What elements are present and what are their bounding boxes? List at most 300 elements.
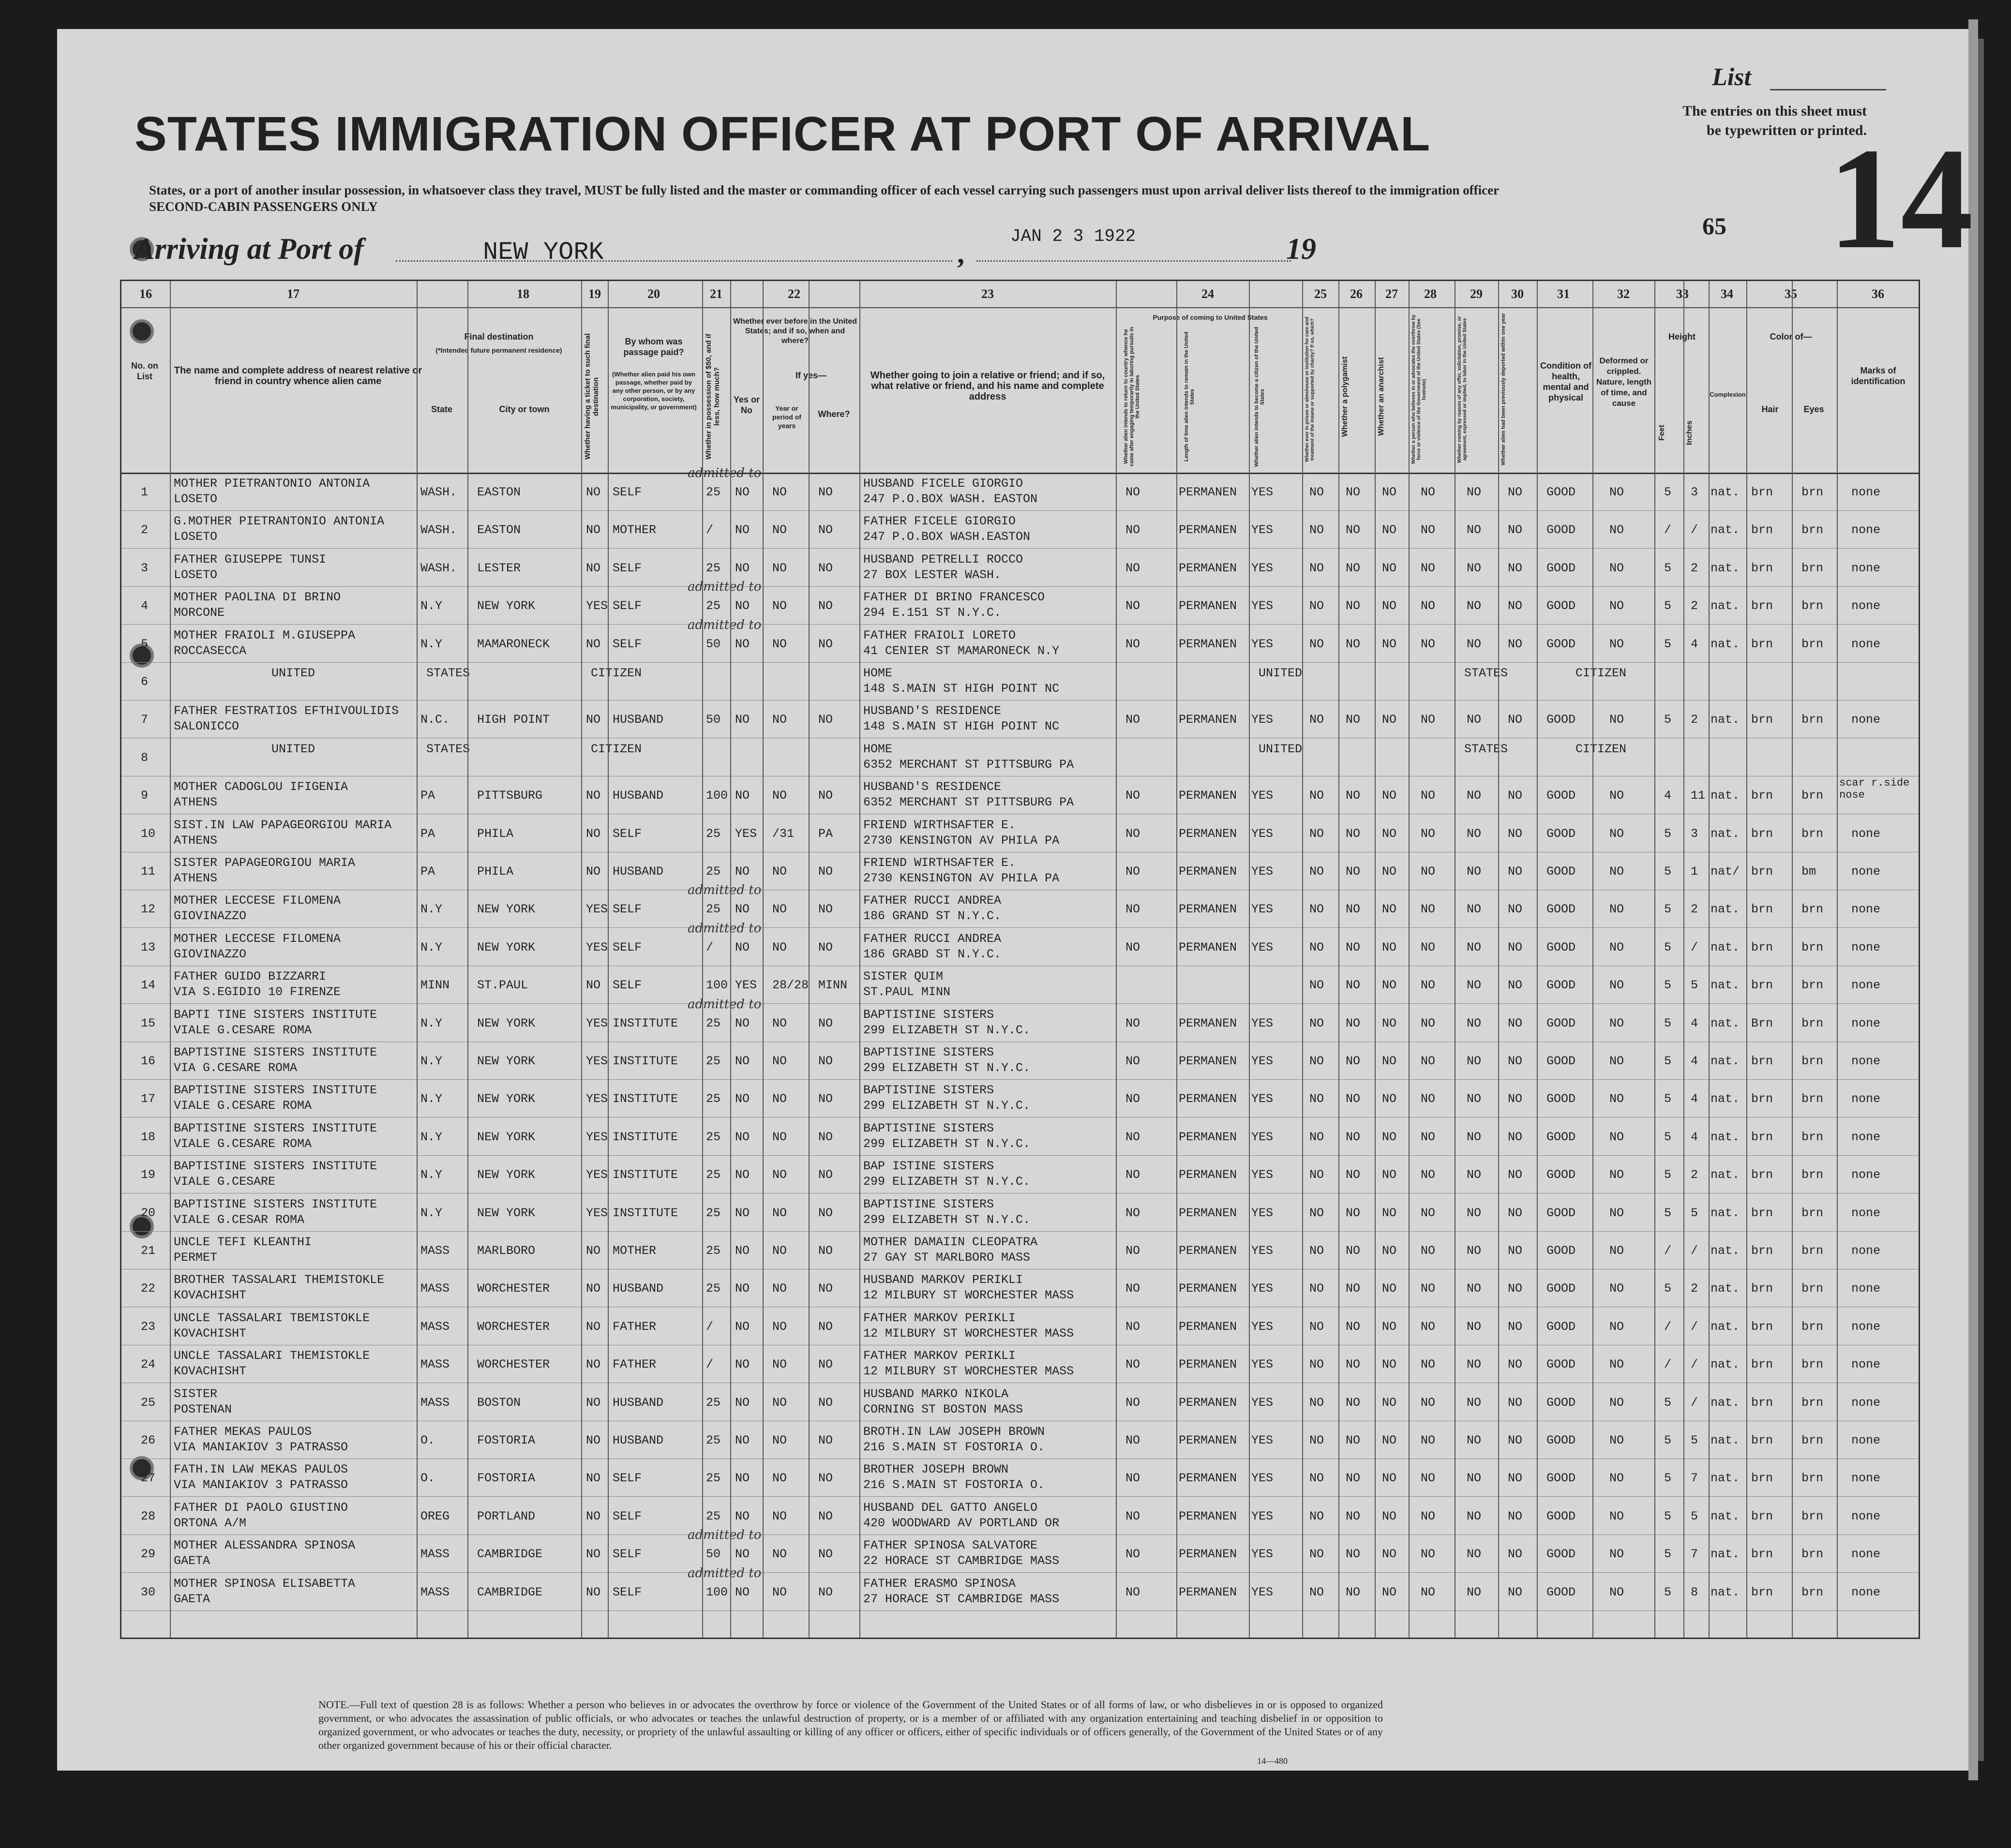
cell-no: 9	[141, 789, 149, 803]
cell-eyes: brn	[1801, 1509, 1824, 1523]
cell-rel1: FATHER DI PAOLO GIUSTINO	[174, 1500, 348, 1515]
cell-deformed: NO	[1609, 561, 1624, 575]
cell-p24c: YES	[1251, 1585, 1274, 1599]
cell-c29: NO	[1467, 1282, 1482, 1296]
cell-p24b: PERMANEN	[1179, 1319, 1237, 1334]
cell-eyes: bm	[1801, 864, 1816, 879]
cell-feet: 5	[1664, 902, 1672, 917]
port-line	[396, 260, 952, 262]
column-rule	[1116, 281, 1117, 1638]
cell-rel1: MOTHER PAOLINA DI BRINO	[174, 590, 341, 605]
cell-c25: NO	[1309, 864, 1324, 879]
cell-c25: NO	[1309, 1357, 1324, 1372]
cell-marks: none	[1851, 599, 1881, 613]
cell-inches: 5	[1691, 1433, 1698, 1447]
cell-health: GOOD	[1546, 1585, 1576, 1599]
table-row	[121, 1528, 1919, 1573]
cell-feet: 5	[1664, 1054, 1672, 1068]
cell-deformed: NO	[1609, 599, 1624, 613]
cell-city: WORCHESTER	[477, 1357, 550, 1372]
cell-city: WORCHESTER	[477, 1319, 550, 1334]
column-rule	[467, 281, 468, 1638]
cell-inches: 11	[1691, 789, 1706, 803]
cell-join2: 41 CENIER ST MAMARONECK N.Y	[863, 643, 1060, 658]
cell-hair: brn	[1751, 1357, 1773, 1372]
cell-health: GOOD	[1546, 1054, 1576, 1068]
header-ever-before: Whether ever before in the United States; and if so, when and where?	[733, 317, 857, 345]
cell-rel2: ROCCASECCA	[174, 643, 247, 658]
cell-c26: NO	[1346, 864, 1361, 879]
cell-state: MASS	[420, 1282, 450, 1296]
cell-city: PITTSBURG	[477, 789, 543, 803]
cell-hair: brn	[1751, 1130, 1773, 1144]
cell-inches: /	[1691, 940, 1698, 954]
cell-join2: 299 ELIZABETH ST N.Y.C.	[863, 1023, 1031, 1037]
cell-ever: NO	[735, 1319, 750, 1334]
cell-money: 50	[706, 1547, 721, 1562]
cell-eyes: brn	[1801, 789, 1824, 803]
cell-money: 25	[706, 485, 721, 499]
cell-health: GOOD	[1546, 789, 1576, 803]
cell-join2: 216 S.MAIN ST FOSTORIA O.	[863, 1478, 1045, 1492]
cell-hair: brn	[1751, 1244, 1773, 1258]
cell-marks: none	[1851, 561, 1881, 575]
cell-complexion: nat.	[1711, 1244, 1740, 1258]
cell-c3: CITIZEN	[591, 742, 642, 756]
cell-c30: NO	[1508, 826, 1523, 841]
cell-feet: 5	[1664, 599, 1672, 613]
cell-years: NO	[772, 1471, 787, 1486]
column-number: 24	[1201, 287, 1214, 301]
cell-c25: NO	[1309, 1168, 1324, 1182]
cell-rel1: FATHER MEKAS PAULOS	[174, 1425, 312, 1439]
cell-c28: NO	[1421, 1206, 1436, 1220]
cell-city: NEW YORK	[477, 940, 536, 954]
cell-money: 100	[706, 1585, 728, 1599]
cell-complexion: nat.	[1711, 1547, 1740, 1562]
cell-rel2: VIA S.EGIDIO 10 FIRENZE	[174, 985, 341, 999]
cell-rel1: SISTER PAPAGEORGIOU MARIA	[174, 856, 356, 870]
cell-marks: none	[1851, 1282, 1881, 1296]
cell-where: NO	[818, 1092, 833, 1106]
cell-c25: NO	[1309, 485, 1324, 499]
table-row	[121, 617, 1919, 663]
cell-rel2: VIALE G.CESARE ROMA	[174, 1099, 312, 1113]
cell-p24c: YES	[1251, 1357, 1274, 1372]
cell-join2: 299 ELIZABETH ST N.Y.C.	[863, 1175, 1031, 1189]
cell-city: PORTLAND	[477, 1509, 536, 1523]
cell-no: 11	[141, 864, 156, 879]
cell-p24b: PERMANEN	[1179, 523, 1237, 537]
cell-p24b: PERMANEN	[1179, 902, 1237, 917]
column-number: 28	[1424, 287, 1437, 301]
cell-years: /31	[772, 826, 795, 841]
cell-p24c: YES	[1251, 789, 1274, 803]
cell-ticket: NO	[586, 826, 601, 841]
cell-p24b: PERMANEN	[1179, 1395, 1237, 1410]
cell-join1: FATHER MARKOV PERIKLI	[863, 1349, 1016, 1363]
cell-ticket: NO	[586, 1282, 601, 1296]
cell-complexion: nat.	[1711, 599, 1740, 613]
cell-p24c: YES	[1251, 1130, 1274, 1144]
cell-p24c: YES	[1251, 1471, 1274, 1486]
cell-p24c: YES	[1251, 826, 1274, 841]
list-line	[1770, 89, 1886, 90]
cell-eyes: brn	[1801, 1092, 1824, 1106]
cell-c28: NO	[1421, 1357, 1436, 1372]
cell-no: 28	[141, 1509, 156, 1523]
cell-join1: FRIEND WIRTHSAFTER E.	[863, 856, 1016, 870]
table-row	[121, 1042, 1919, 1080]
cell-deformed: NO	[1609, 902, 1624, 917]
header-yes-no: Yes or No	[733, 395, 760, 415]
cell-years: NO	[772, 940, 787, 954]
cell-ticket: YES	[586, 1168, 608, 1182]
cell-complexion: nat.	[1711, 1509, 1740, 1523]
cell-c2: STATES	[426, 666, 470, 680]
cell-city: NEW YORK	[477, 1016, 536, 1030]
cell-join1: BAP ISTINE SISTERS	[863, 1159, 994, 1174]
cell-rel2: VIALE G.CESARE	[174, 1175, 276, 1189]
cell-p24b: PERMANEN	[1179, 1471, 1237, 1486]
cell-money: 25	[706, 1206, 721, 1220]
cell-health: GOOD	[1546, 485, 1576, 499]
cell-p24a: NO	[1126, 1585, 1141, 1599]
header-overthrow: Whether a person who believes in or advocates the overthrow by force or violence of the Government of the United States (See footnote)	[1411, 314, 1427, 464]
cell-c25: NO	[1309, 789, 1324, 803]
cell-c27: NO	[1382, 1206, 1397, 1220]
cell-complexion: nat.	[1711, 789, 1740, 803]
table-row	[121, 1565, 1919, 1611]
cell-inches: 4	[1691, 637, 1698, 651]
cell-where: NO	[818, 1547, 833, 1562]
cell-ever: NO	[735, 637, 750, 651]
cell-c30: NO	[1508, 1471, 1523, 1486]
cell-complexion: nat.	[1711, 1282, 1740, 1296]
cell-p24a: NO	[1126, 1471, 1141, 1486]
cell-c27: NO	[1382, 1054, 1397, 1068]
table-row	[121, 1345, 1919, 1383]
cell-complexion: nat.	[1711, 485, 1740, 499]
cell-rel1: BAPTISTINE SISTERS INSTITUTE	[174, 1197, 377, 1211]
cell-ever: NO	[735, 713, 750, 727]
table-row	[121, 776, 1919, 814]
handwritten-annotation: admitted to	[688, 883, 762, 898]
cell-ticket: YES	[586, 1092, 608, 1106]
cell-join1: BAPTISTINE SISTERS	[863, 1197, 994, 1211]
cell-inches: 3	[1691, 826, 1698, 841]
column-rule	[1683, 281, 1684, 1638]
column-rule	[1498, 281, 1499, 1638]
cell-hair: brn	[1751, 523, 1773, 537]
cell-rel1: G.MOTHER PIETRANTONIO ANTONIA	[174, 514, 385, 529]
column-number: 27	[1385, 287, 1398, 301]
cell-p24a: NO	[1126, 561, 1141, 575]
cell-c25: NO	[1309, 1206, 1324, 1220]
cell-money: 25	[706, 561, 721, 575]
cell-c2: STATES	[426, 742, 470, 756]
cell-c27: NO	[1382, 1547, 1397, 1562]
cell-inches: 5	[1691, 1206, 1698, 1220]
cell-inches: 2	[1691, 599, 1698, 613]
cell-years: NO	[772, 599, 787, 613]
cell-rel1: FATHER GIUSEPPE TUNSI	[174, 552, 327, 566]
cell-money: 25	[706, 902, 721, 917]
cell-state: N.Y	[420, 599, 443, 613]
cell-hair: brn	[1751, 1471, 1773, 1486]
cell-c29: NO	[1467, 1168, 1482, 1182]
table-row	[121, 1269, 1919, 1307]
cell-ever: NO	[735, 1282, 750, 1296]
cell-eyes: brn	[1801, 1357, 1824, 1372]
cell-c30: NO	[1508, 1509, 1523, 1523]
port-name: NEW YORK	[483, 238, 604, 267]
cell-p24c: YES	[1251, 713, 1274, 727]
cell-years: NO	[772, 1547, 787, 1562]
cell-ticket: YES	[586, 1016, 608, 1030]
cell-join1: FATHER SPINOSA SALVATORE	[863, 1538, 1038, 1553]
cell-c25: NO	[1309, 1395, 1324, 1410]
cell-rel1: SIST.IN LAW PAPAGEORGIOU MARIA	[174, 818, 392, 832]
cell-city: MAMARONECK	[477, 637, 550, 651]
cell-p24c: YES	[1251, 1092, 1274, 1106]
cell-hair: brn	[1751, 1585, 1773, 1599]
cell-city: CAMBRIDGE	[477, 1585, 543, 1599]
cell-rel2: SALONICCO	[174, 719, 240, 734]
cell-c28: NO	[1421, 1168, 1436, 1182]
cell-p24b: PERMANEN	[1179, 1168, 1237, 1182]
cell-money: 25	[706, 1016, 721, 1030]
cell-join2: 186 GRAND ST N.Y.C.	[863, 909, 1002, 924]
cell-p24a: NO	[1126, 485, 1141, 499]
cell-inches: 8	[1691, 1585, 1698, 1599]
cell-c27: NO	[1382, 1357, 1397, 1372]
cell-feet: 5	[1664, 1092, 1672, 1106]
header-year-period: Year or period of years	[772, 404, 801, 430]
cell-join1: FATHER ERASMO SPINOSA	[863, 1576, 1016, 1591]
cell-health: GOOD	[1546, 523, 1576, 537]
column-rule	[1792, 281, 1793, 1638]
cell-feet: 5	[1664, 1471, 1672, 1486]
cell-c27: NO	[1382, 523, 1397, 537]
column-rule	[1837, 281, 1838, 1638]
cell-hair: brn	[1751, 713, 1773, 727]
cell-eyes: brn	[1801, 485, 1824, 499]
cell-deformed: NO	[1609, 789, 1624, 803]
cell-state: MASS	[420, 1319, 450, 1334]
header-feet: Feet	[1658, 425, 1666, 441]
column-number: 33	[1676, 287, 1689, 301]
footnote: NOTE.—Full text of question 28 is as follows: Whether a person who believes in or advocates the overthrow by force or violence of the Government of the United States or of all forms of law, or who disbelieves in or is opposed to organized government, or who advocates the assassination of public officials, or who advocates or teaches the unlawful destruction of property, or is a member of or affiliated with any organization entertaining and teaching disbelief in or opposition to organized government, or who advocates or teaches the duty, necessity, or propriety of the unlawful assaulting or killing of any officer or officers, either of specific individuals or of officers generally, of the Government of the United States or of any other organized government because of his or their official character.	[318, 1699, 1383, 1751]
cell-paid: HUSBAND	[613, 1395, 664, 1410]
cell-deformed: NO	[1609, 1168, 1624, 1182]
cell-ever: NO	[735, 940, 750, 954]
cell-city: FOSTORIA	[477, 1433, 536, 1447]
cell-state: N.C.	[420, 713, 450, 727]
cell-paid: SELF	[613, 485, 642, 499]
cell-p24c: YES	[1251, 1168, 1274, 1182]
cell-c27: NO	[1382, 637, 1397, 651]
cell-c26: NO	[1346, 485, 1361, 499]
cell-ever: NO	[735, 1206, 750, 1220]
cell-join1: FATHER DI BRINO FRANCESCO	[863, 590, 1045, 605]
cell-p24b: PERMANEN	[1179, 826, 1237, 841]
cell-health: GOOD	[1546, 1319, 1576, 1334]
cell-c28: NO	[1421, 523, 1436, 537]
cell-deformed: NO	[1609, 1206, 1624, 1220]
cell-city: PHILA	[477, 864, 514, 879]
cell-feet: 5	[1664, 561, 1672, 575]
column-rule	[763, 281, 764, 1638]
cell-deformed: NO	[1609, 1282, 1624, 1296]
cell-rel2: VIALE G.CESAR ROMA	[174, 1212, 305, 1227]
cell-no: 22	[141, 1282, 156, 1296]
cell-years: NO	[772, 1357, 787, 1372]
cell-ticket: NO	[586, 523, 601, 537]
cell-state: MASS	[420, 1244, 450, 1258]
manifest-table	[120, 280, 1920, 1639]
cell-c26: NO	[1346, 1130, 1361, 1144]
cell-c28: NO	[1421, 1433, 1436, 1447]
cell-feet: /	[1664, 523, 1672, 537]
cell-marks: none	[1851, 1547, 1881, 1562]
cell-c26: NO	[1346, 789, 1361, 803]
cell-p24b: PERMANEN	[1179, 599, 1237, 613]
cell-rel1: MOTHER LECCESE FILOMENA	[174, 931, 341, 946]
header-polygamist: Whether a polygamist	[1341, 356, 1349, 437]
cell-p24a: NO	[1126, 902, 1141, 917]
cell-join1: FATHER RUCCI ANDREA	[863, 894, 1002, 908]
cell-feet: 5	[1664, 1547, 1672, 1562]
cell-feet: 5	[1664, 1016, 1672, 1030]
cell-c25: NO	[1309, 1585, 1324, 1599]
page-edge-shadow	[1978, 39, 1984, 1761]
cell-join1: FATHER MARKOV PERIKLI	[863, 1311, 1016, 1325]
cell-r1: UNITED	[1259, 742, 1303, 756]
column-rule	[1375, 281, 1376, 1638]
cell-deformed: NO	[1609, 713, 1624, 727]
cell-join2: 27 BOX LESTER WASH.	[863, 567, 1002, 582]
arriving-label: Arriving at Port of	[135, 233, 364, 266]
cell-money: /	[706, 1319, 714, 1334]
cell-hair: brn	[1751, 864, 1773, 879]
cell-marks: none	[1851, 1244, 1881, 1258]
cell-city: NEW YORK	[477, 1206, 536, 1220]
cell-c30: NO	[1508, 1547, 1523, 1562]
cell-years: NO	[772, 485, 787, 499]
column-number: 34	[1721, 287, 1733, 301]
cell-feet: 5	[1664, 485, 1672, 499]
cell-p24c: YES	[1251, 637, 1274, 651]
column-number: 30	[1511, 287, 1524, 301]
cell-c25: NO	[1309, 1319, 1324, 1334]
comma: ,	[957, 238, 964, 269]
cell-inches: 1	[1691, 864, 1698, 879]
date-stamp: JAN 2 3 1922	[1010, 226, 1136, 246]
cell-c25: NO	[1309, 637, 1324, 651]
cell-no: 26	[141, 1433, 156, 1447]
cell-join1: HOME	[863, 742, 893, 756]
cell-c29: NO	[1467, 523, 1482, 537]
cell-no: 3	[141, 561, 149, 575]
cell-ever: NO	[735, 1395, 750, 1410]
cell-money: 25	[706, 1168, 721, 1182]
cell-p24b: PERMANEN	[1179, 1130, 1237, 1144]
cell-inches: 7	[1691, 1471, 1698, 1486]
cell-rel2: VIALE G.CESARE ROMA	[174, 1136, 312, 1151]
cell-eyes: brn	[1801, 637, 1824, 651]
cell-c26: NO	[1346, 599, 1361, 613]
cell-join2: 12 MILBURY ST WORCHESTER MASS	[863, 1364, 1074, 1379]
cell-money: 25	[706, 1130, 721, 1144]
cell-join1: SISTER QUIM	[863, 969, 944, 984]
cell-join1: HUSBAND'S RESIDENCE	[863, 704, 1002, 718]
cell-where: NO	[818, 1244, 833, 1258]
cell-ever: NO	[735, 789, 750, 803]
cell-c29: NO	[1467, 713, 1482, 727]
cell-paid: HUSBAND	[613, 789, 664, 803]
cell-years: NO	[772, 1016, 787, 1030]
cell-eyes: brn	[1801, 1016, 1824, 1030]
cell-c26: NO	[1346, 1054, 1361, 1068]
cell-paid: MOTHER	[613, 523, 657, 537]
list-label: List	[1712, 63, 1751, 91]
handwritten-annotation: admitted to	[688, 997, 762, 1012]
cell-p24c: YES	[1251, 940, 1274, 954]
cell-health: GOOD	[1546, 713, 1576, 727]
cell-c28: NO	[1421, 561, 1436, 575]
cell-health: GOOD	[1546, 1244, 1576, 1258]
column-rule	[170, 281, 171, 1638]
cell-feet: /	[1664, 1244, 1672, 1258]
cell-c26: NO	[1346, 1395, 1361, 1410]
cell-c30: NO	[1508, 523, 1523, 537]
cell-health: GOOD	[1546, 1282, 1576, 1296]
cell-paid: SELF	[613, 1547, 642, 1562]
cell-hair: brn	[1751, 637, 1773, 651]
cell-hair: Brn	[1751, 1016, 1773, 1030]
table-row	[121, 662, 1919, 700]
cell-join2: 22 HORACE ST CAMBRIDGE MASS	[863, 1554, 1060, 1568]
cell-inches: 7	[1691, 1547, 1698, 1562]
cell-c26: NO	[1346, 978, 1361, 993]
cell-c28: NO	[1421, 599, 1436, 613]
cell-where: NO	[818, 902, 833, 917]
cell-where: NO	[818, 864, 833, 879]
cell-p24b: PERMANEN	[1179, 1054, 1237, 1068]
table-row	[121, 1383, 1919, 1421]
cell-p24c: YES	[1251, 1509, 1274, 1523]
header-final-destination: Final destination	[464, 332, 534, 342]
cell-c27: NO	[1382, 561, 1397, 575]
cell-p24b: PERMANEN	[1179, 789, 1237, 803]
cell-complexion: nat.	[1711, 1092, 1740, 1106]
cell-c28: NO	[1421, 1054, 1436, 1068]
cell-c29: NO	[1467, 1547, 1482, 1562]
cell-paid: INSTITUTE	[613, 1016, 678, 1030]
cell-p24b: PERMANEN	[1179, 1509, 1237, 1523]
table-row	[121, 814, 1919, 852]
cell-c27: NO	[1382, 1092, 1397, 1106]
cell-no: 17	[141, 1092, 156, 1106]
cell-where: NO	[818, 713, 833, 727]
cell-rel2: ATHENS	[174, 795, 218, 810]
cell-complexion: nat.	[1711, 826, 1740, 841]
cell-join1: BAPTISTINE SISTERS	[863, 1083, 994, 1098]
column-number: 20	[647, 287, 660, 301]
cell-deformed: NO	[1609, 1054, 1624, 1068]
table-row	[121, 852, 1919, 890]
